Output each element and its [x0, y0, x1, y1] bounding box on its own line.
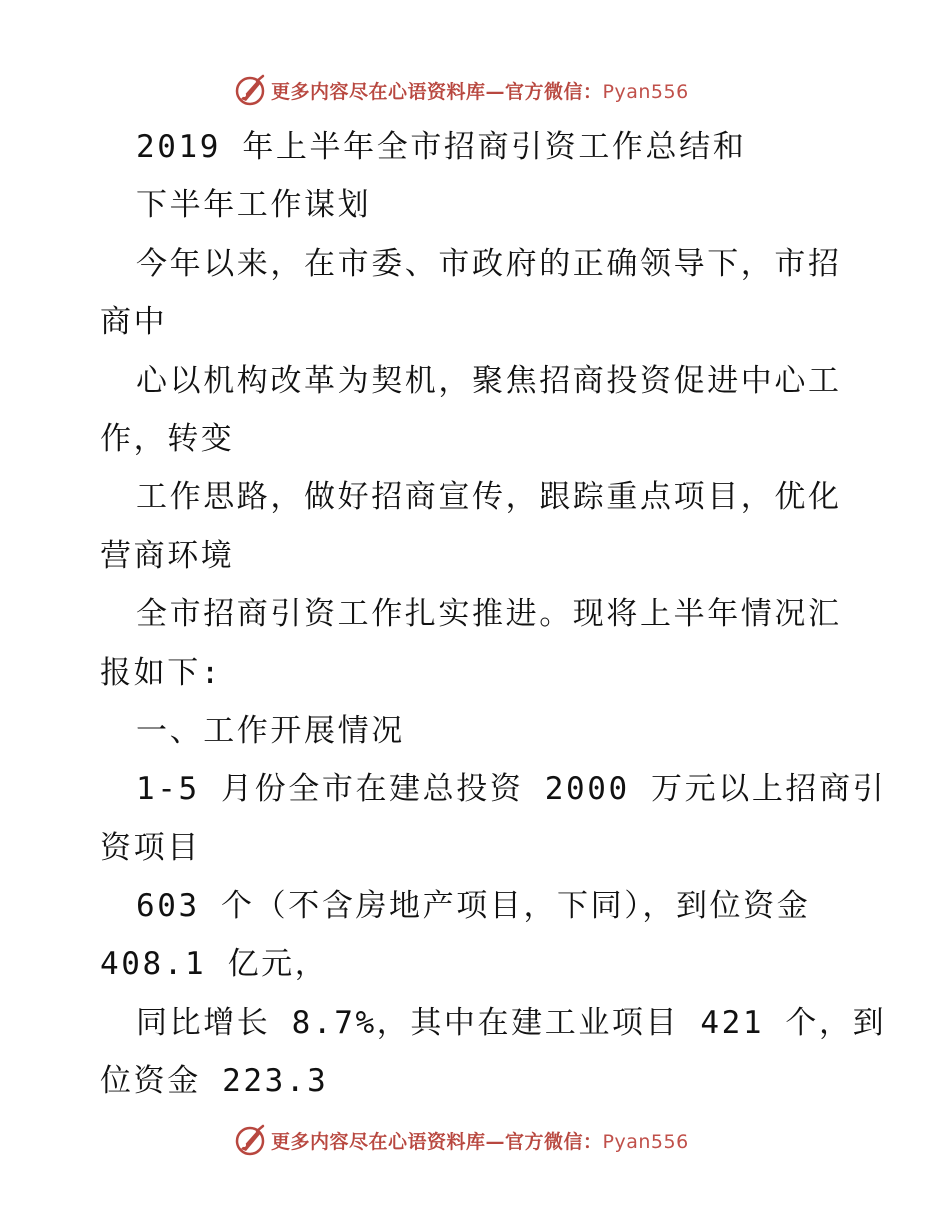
header-wechat-id: Pyan556	[602, 80, 689, 103]
footer-banner	[233, 1122, 733, 1158]
text-line: 同比增长 8.7%，其中在建工业项目 421 个，到	[136, 1004, 887, 1041]
text-line: 603 个（不含房地产项目，下同），到位资金	[136, 888, 811, 925]
header-banner	[233, 72, 733, 108]
footer-banner-text: 更多内容尽在心语资料库—官方微信：Pyan556	[271, 1130, 689, 1153]
text-line: 1-5 月份全市在建总投资 2000 万元以上招商引	[136, 771, 887, 808]
text-line: 2019 年上半年全市招商引资工作总结和	[136, 129, 747, 165]
pen-logo-icon	[233, 73, 267, 107]
document-body	[100, 118, 887, 1111]
text-line: 工作思路，做好招商宣传，跟踪重点项目，优化	[136, 479, 842, 516]
text-line: 下半年工作谋划	[136, 187, 372, 224]
text-line: 作，转变	[100, 420, 235, 457]
footer-wechat-id: Pyan556	[602, 1130, 689, 1153]
text-line: 一、工作开展情况	[136, 712, 405, 749]
pen-logo-icon	[233, 1123, 267, 1157]
text-line: 今年以来，在市委、市政府的正确领导下，市招	[136, 245, 842, 282]
text-line: 全市招商引资工作扎实推进。现将上半年情况汇	[136, 596, 842, 633]
text-line: 408.1 亿元，	[100, 946, 329, 983]
text-line: 心以机构改革为契机，聚焦招商投资促进中心工	[136, 362, 842, 399]
text-line: 营商环境	[100, 537, 235, 574]
text-line: 资项目	[100, 829, 201, 866]
text-line: 商中	[100, 304, 168, 341]
text-line: 位资金 223.3	[100, 1063, 329, 1100]
text-line: 报如下:	[100, 654, 223, 691]
header-banner-text: 更多内容尽在心语资料库—官方微信：Pyan556	[271, 80, 689, 103]
